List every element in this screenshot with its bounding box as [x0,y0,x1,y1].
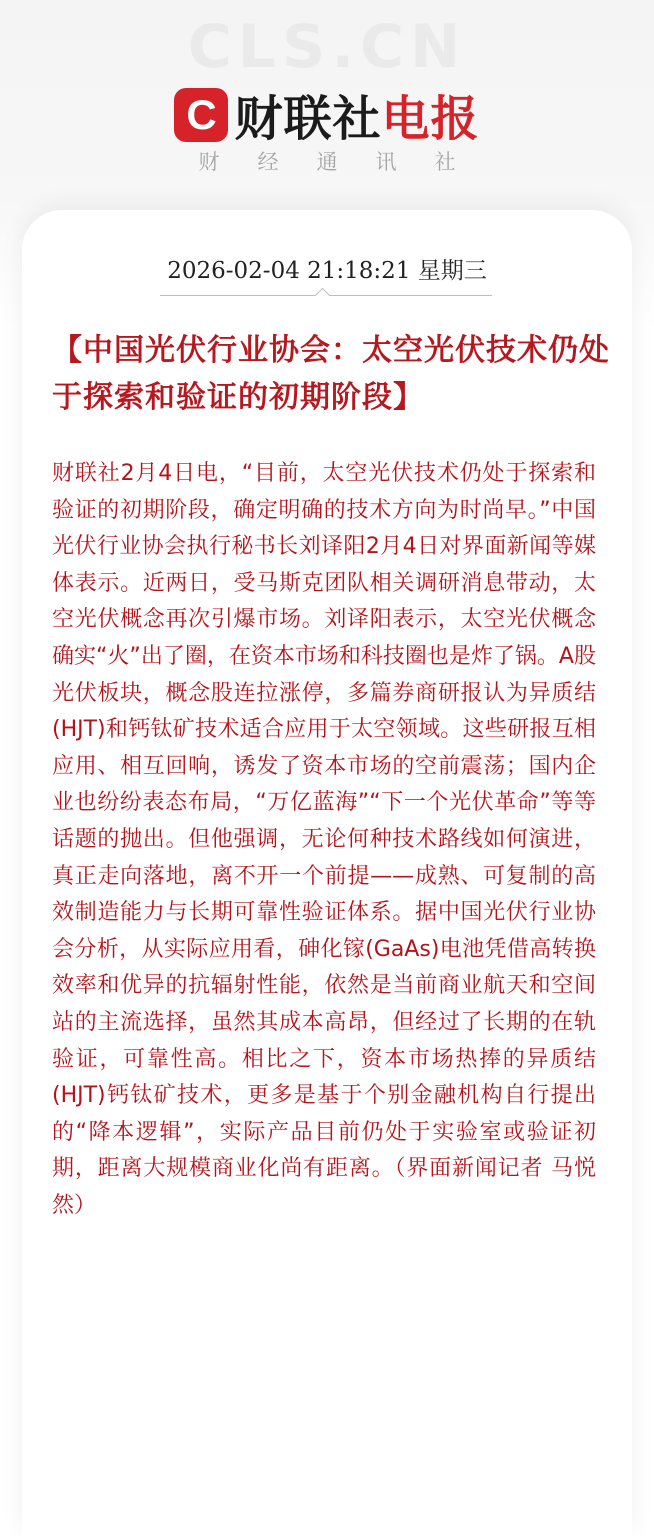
article-body: 财联社2月4日电，“目前，太空光伏技术仍处于探索和验证的初期阶段，确定明确的技术方向为时尚早。”中国光伏行业协会执行秘书长刘译阳2月4日对界面新闻等媒体表示。近两日，受马斯克团队相关调研消息带动，太空光伏概念再次引爆市场。刘译阳表示，太空光伏概念确实“火”出了圈，在资本市场和科技圈也是炸了锅。A股光伏板块，概念股连拉涨停，多篇券商研报认为异质结(HJT)和钙钛矿技术适合应用于太空领域。这些研报互相应用、相互回响，诱发了资本市场的空前震荡；国内企业也纷纷表态布局，“万亿蓝海”“下一个光伏革命”等等话题的抛出。但他强调，无论何种技术路线如何演进，真正走向落地，离不开一个前提——成熟、可复制的高效制造能力与长期可靠性验证体系。据中国光伏行业协会分析，从实际应用看，砷化镓(GaAs)电池凭借高转换效率和优异的抗辐射性能，依然是当前商业航天和空间站的主流选择，虽然其成本高昂，但经过了长期的在轨验证，可靠性高。相比之下，资本市场热捧的异质结(HJT)钙钛矿技术，更多是基于个别金融机构自行提出的“降本逻辑”，实际产品目前仍处于实验室或验证初期，距离大规模商业化尚有距离。（界面新闻记者 马悦然） [52,461,596,1218]
logo-letter: C [186,90,217,138]
watermark: CLS.CN [187,12,467,82]
article-timestamp: 2026-02-04 21:18:21 星期三 [167,258,487,284]
brand-subtitle: 财经通讯社 [198,150,494,174]
brand-logo [0,80,654,149]
brand-name-black: 财联社 [234,91,382,147]
cls-logo-icon [174,88,228,142]
brand-name [234,80,479,149]
article-headline: 【中国光伏行业协会：太空光伏技术仍处于探索和验证的初期阶段】 [52,333,610,415]
brand-name-red: 电报 [381,91,480,147]
